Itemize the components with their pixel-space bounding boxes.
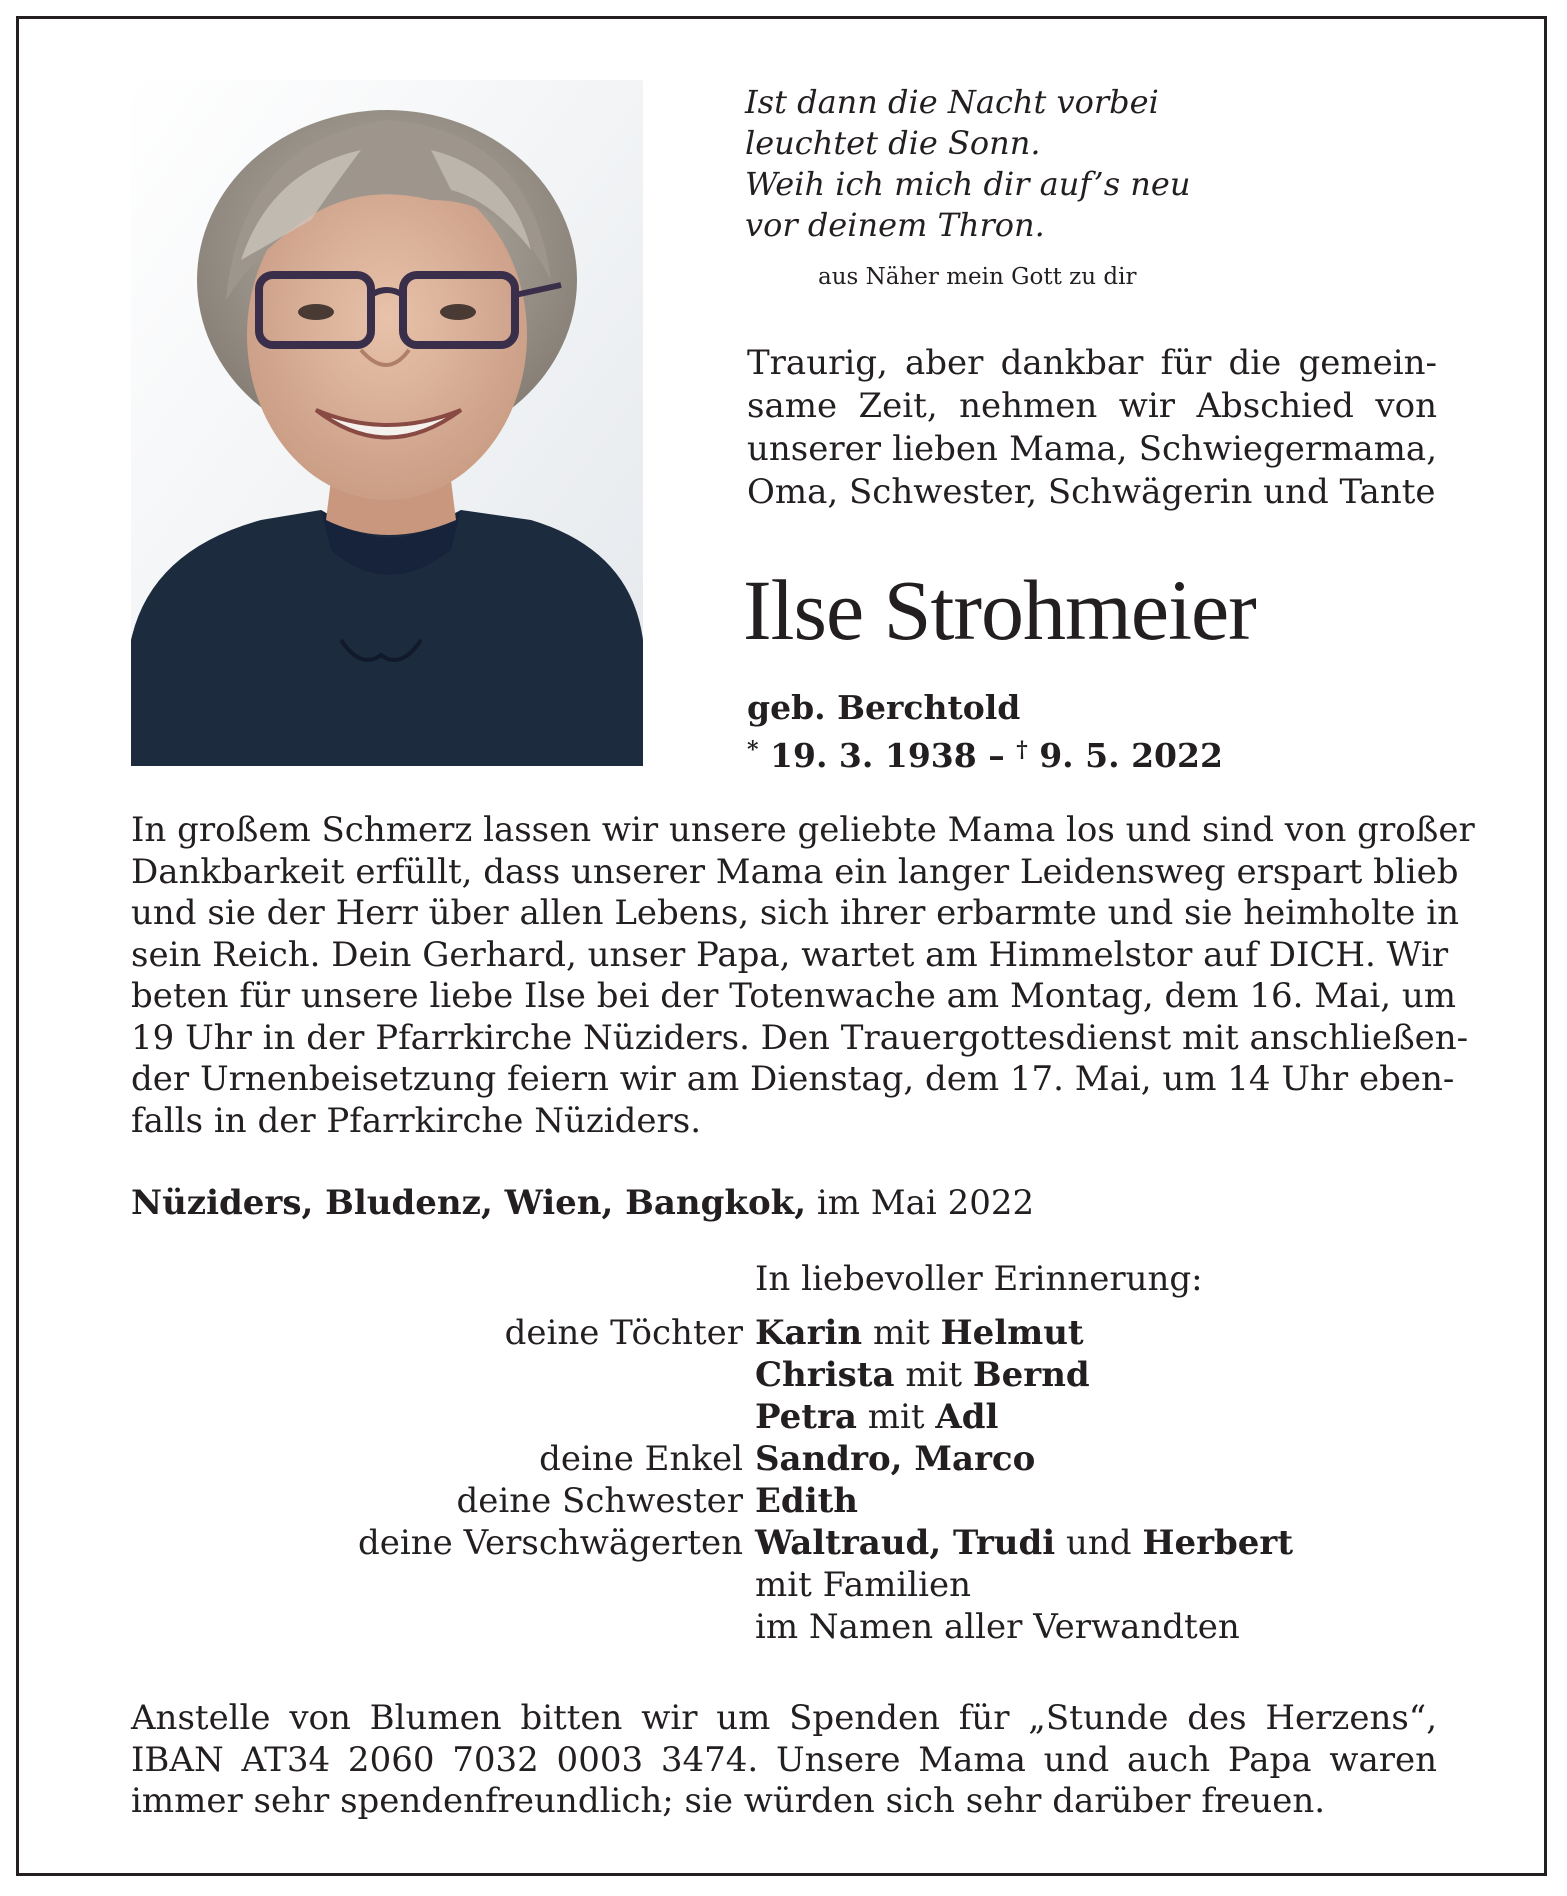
mourner-names: Edith <box>755 1481 859 1521</box>
intro-line: unserer lieben Mama, Schwiegermama, <box>747 429 1437 469</box>
mourner-row <box>131 1396 1437 1438</box>
mourner-names: Sandro, Marco <box>755 1439 1036 1479</box>
poem-line: Ist dann die Nacht vorbei <box>745 83 1159 121</box>
relation: deine Töchter <box>504 1313 743 1353</box>
portrait-photo <box>131 80 643 766</box>
poem-source: aus Näher mein Gott zu dir <box>818 264 1137 290</box>
relation: deine Enkel <box>539 1439 743 1479</box>
body-line: falls in der Pfarrkirche Nüziders. <box>131 1100 702 1141</box>
mourner-text: im Namen aller Verwandten <box>755 1607 1240 1647</box>
relation <box>131 1396 755 1438</box>
mourner-row <box>131 1522 1437 1564</box>
places: Nüziders, Bludenz, Wien, Bangkok, <box>131 1183 807 1223</box>
body-line: sein Reich. Dein Gerhard, unser Papa, wartet am Himmelstor auf DICH. Wir <box>131 934 1449 975</box>
donation-text <box>131 1698 1437 1823</box>
place-date <box>131 1182 1034 1224</box>
body-text <box>131 810 1475 1142</box>
intro-line: same Zeit, nehmen wir Abschied von <box>747 386 1437 426</box>
mourner-names: Christa mit Bernd <box>755 1355 1090 1395</box>
poem-line: leuchtet die Sonn. <box>745 124 1041 162</box>
notice-date: im Mai 2022 <box>816 1183 1035 1223</box>
intro-line: Oma, Schwester, Schwägerin und Tante <box>747 472 1436 512</box>
death-date: 9. 5. 2022 <box>1039 736 1223 775</box>
mourner-row <box>131 1438 1437 1480</box>
birth-date: 19. 3. 1938 <box>770 736 977 775</box>
mourner-row <box>131 1354 1437 1396</box>
mourner-names: Waltraud, Trudi und Herbert <box>755 1523 1294 1563</box>
relation <box>131 1354 755 1396</box>
body-line: und sie der Herr über allen Lebens, sich ihrer erbarmte und sie heimholte in <box>131 893 1460 933</box>
memory-heading: In liebevoller Erinnerung: <box>755 1259 1203 1299</box>
relation <box>131 1564 755 1606</box>
mourner-text: mit Familien <box>755 1565 972 1605</box>
mourner-names: Karin mit Helmut <box>755 1313 1084 1353</box>
relation <box>131 1606 755 1648</box>
mourner-names: Petra mit Adl <box>755 1397 999 1437</box>
deceased-name: Ilse Strohmeier <box>743 562 1256 658</box>
life-dates <box>747 730 1223 776</box>
birth-name: geb. Berchtold <box>747 688 1021 727</box>
mourner-row <box>131 1564 1437 1606</box>
mourner-row <box>131 1312 1437 1354</box>
mourner-row <box>131 1480 1437 1522</box>
birth-symbol: * <box>747 737 759 763</box>
body-line: In großem Schmerz lassen wir unsere geliebte Mama los und sind von großer <box>131 810 1475 850</box>
date-dash: – <box>988 736 1005 775</box>
body-line: beten für unsere liebe Ilse bei der Totenwache am Montag, dem 16. Mai, um <box>131 976 1456 1016</box>
donation-line: Anstelle von Blumen bitten wir um Spenden für „Stunde des Herzens“, <box>131 1698 1437 1738</box>
body-line: der Urnenbeisetzung feiern wir am Dienstag, dem 17. Mai, um 14 Uhr eben- <box>131 1059 1455 1099</box>
mourner-row <box>131 1606 1437 1648</box>
intro-line: Traurig, aber dankbar für die gemein- <box>747 343 1437 383</box>
death-symbol: † <box>1016 737 1028 763</box>
donation-line: IBAN AT34 2060 7032 0003 3474. Unsere Mama und auch Papa waren <box>131 1739 1437 1780</box>
poem <box>745 82 1445 246</box>
intro-text <box>747 342 1437 514</box>
donation-line: immer sehr spendenfreundlich; sie würden sich sehr darüber freuen. <box>131 1781 1326 1821</box>
body-line: 19 Uhr in der Pfarrkirche Nüziders. Den Trauergottesdienst mit anschließen- <box>131 1017 1469 1058</box>
poem-line: Weih ich mich dir auf’s neu <box>745 165 1191 203</box>
poem-line: vor deinem Thron. <box>745 206 1045 244</box>
relation: deine Schwester <box>456 1481 743 1521</box>
relation: deine Verschwägerten <box>358 1523 743 1563</box>
mourners-list <box>131 1312 1437 1648</box>
body-line: Dankbarkeit erfüllt, dass unserer Mama ein langer Leidensweg erspart blieb <box>131 851 1459 892</box>
